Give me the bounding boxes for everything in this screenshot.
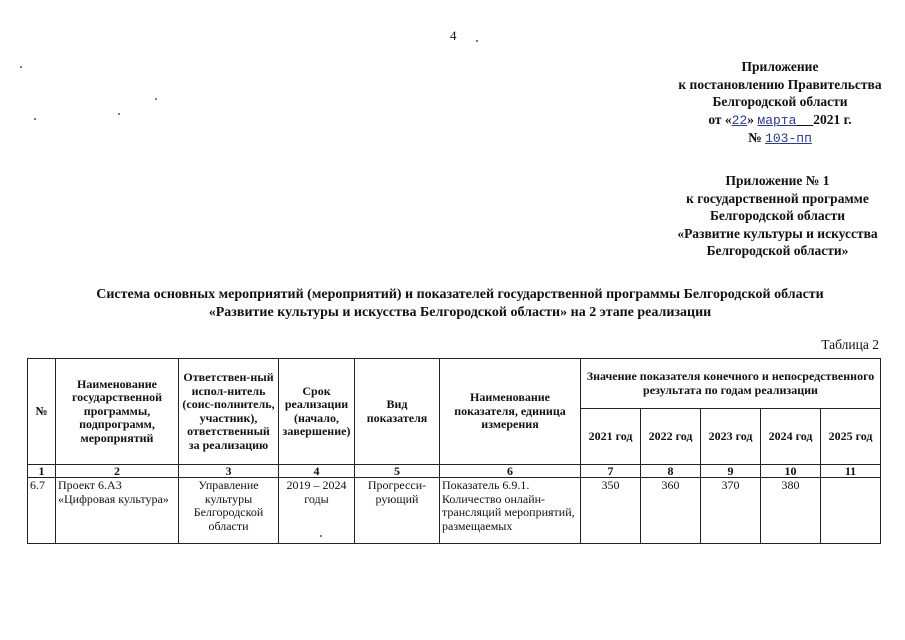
column-number-row	[28, 465, 881, 478]
header-no: №	[28, 359, 56, 465]
row-responsible: Управление культуры Белгородской области	[179, 478, 279, 544]
date-mid: »	[747, 111, 755, 127]
annex-number	[655, 129, 905, 148]
scan-speck	[34, 118, 36, 120]
row-value-2025	[821, 478, 881, 544]
header-year-2021: 2021 год	[581, 409, 641, 465]
annex-program-block	[650, 172, 905, 260]
program-line-2: к государственной программе	[686, 190, 869, 206]
row-value-2022: 360	[641, 478, 701, 544]
program-line-5: Белгородской области»	[706, 243, 849, 258]
column-number: 6	[440, 465, 581, 478]
header-responsible: Ответствен-ный испол-нитель (соис-полнитель, участник), ответственный за реализацию	[179, 359, 279, 465]
column-number: 10	[761, 465, 821, 478]
title-line-2: «Развитие культуры и искусства Белгородской области» на 2 этапе реализации	[208, 305, 712, 320]
date-suffix: 2021 г.	[813, 111, 852, 127]
header-year-2023: 2023 год	[701, 409, 761, 465]
column-number: 8	[641, 465, 701, 478]
annex-line-1: Приложение	[741, 59, 819, 74]
indicators-table	[27, 358, 881, 544]
header-name: Наименование государственной программы, подпрограмм, мероприятий	[56, 359, 179, 465]
program-line-4: «Развитие культуры и искусства	[677, 225, 878, 241]
row-value-2023: 370	[701, 478, 761, 544]
column-number: 9	[701, 465, 761, 478]
header-kind: Вид показателя	[355, 359, 440, 465]
scan-speck	[476, 40, 478, 42]
column-number: 2	[56, 465, 179, 478]
column-number: 3	[179, 465, 279, 478]
annex-date	[655, 111, 905, 130]
date-month: марта	[757, 112, 797, 128]
program-line-1: Приложение № 1	[725, 173, 830, 188]
column-number: 7	[581, 465, 641, 478]
row-no: 6.7	[28, 478, 56, 544]
row-value-2021: 350	[581, 478, 641, 544]
annex-resolution-block	[655, 58, 905, 148]
scan-speck	[155, 98, 157, 100]
title-line-1: Система основных мероприятий (мероприятий) и показателей государственной программы Белгородской области	[96, 287, 824, 302]
date-prefix: от «	[708, 111, 732, 127]
scan-speck	[320, 535, 322, 537]
table-row	[28, 478, 881, 544]
number-prefix: №	[748, 130, 762, 145]
document-title	[50, 286, 870, 322]
column-number: 1	[28, 465, 56, 478]
header-values-group: Значение показателя конечного и непосредственного результата по годам реализации	[581, 359, 881, 409]
scan-speck	[20, 66, 22, 68]
header-year-2022: 2022 год	[641, 409, 701, 465]
header-year-2025: 2025 год	[821, 409, 881, 465]
row-term: 2019 – 2024 годы	[279, 478, 355, 544]
number-value: 103-пп	[765, 131, 812, 146]
program-line-3: Белгородской области	[709, 208, 846, 223]
column-number: 5	[355, 465, 440, 478]
header-term: Срок реализации (начало, завершение)	[279, 359, 355, 465]
annex-line-2: к постановлению Правительства	[678, 76, 882, 92]
header-year-2024: 2024 год	[761, 409, 821, 465]
row-value-2024: 380	[761, 478, 821, 544]
column-number: 11	[821, 465, 881, 478]
row-kind: Прогресси-рующий	[355, 478, 440, 544]
scan-speck	[118, 113, 120, 115]
annex-line-3: Белгородской области	[712, 94, 848, 109]
header-indicator: Наименование показателя, единица измерения	[440, 359, 581, 465]
row-name: Проект 6.А3 «Цифровая культура»	[56, 478, 179, 544]
row-indicator: Показатель 6.9.1. Количество онлайн-трансляций мероприятий, размещаемых	[440, 478, 581, 544]
page-number: 4	[450, 28, 457, 43]
date-day: 22	[731, 112, 748, 128]
column-number: 4	[279, 465, 355, 478]
table-caption: Таблица 2	[821, 337, 879, 352]
